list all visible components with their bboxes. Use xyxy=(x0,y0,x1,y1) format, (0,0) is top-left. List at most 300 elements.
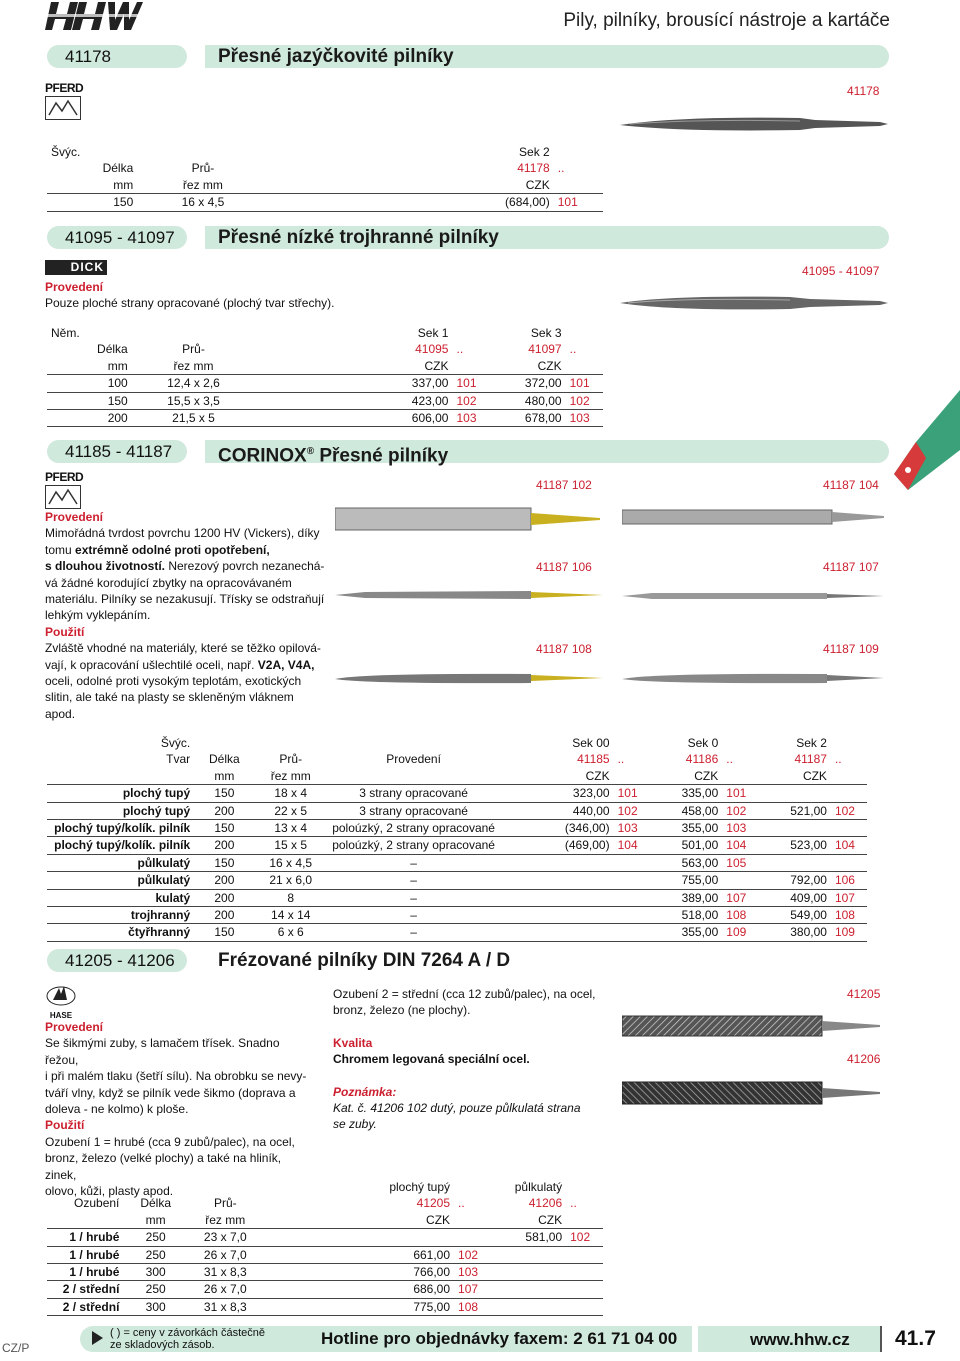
table-row xyxy=(47,907,867,924)
table-cell: 41187 xyxy=(794,752,827,767)
text-line xyxy=(45,558,345,574)
table-cell: 104 xyxy=(614,837,650,854)
table-cell xyxy=(566,1281,603,1298)
section-code-badge: 41205 - 41206 xyxy=(47,949,187,972)
text-line xyxy=(45,542,345,558)
table-cell: 518,00 xyxy=(650,907,723,924)
table-cell: 104 xyxy=(831,837,867,854)
corinox-description xyxy=(45,509,345,722)
section-title-rest: Přesné pilníky xyxy=(319,445,449,467)
table-cell: kulatý xyxy=(47,889,194,906)
table-cell: (684,00) xyxy=(269,194,554,211)
table-cell: CZK xyxy=(255,358,452,375)
product-image-label: 41187 108 xyxy=(536,642,592,656)
table-cell xyxy=(614,872,650,889)
table-cell: 109 xyxy=(831,924,867,941)
table-cell: 102 xyxy=(831,802,867,819)
table-cell: 31 x 8,3 xyxy=(188,1264,263,1281)
table-cell: 1 / hrubé xyxy=(47,1264,123,1281)
table-cell: 581,00 xyxy=(491,1229,566,1246)
website-link[interactable]: www.hhw.cz xyxy=(750,1330,850,1349)
table-cell: 15 x 5 xyxy=(255,837,327,854)
pferd-logo-text: PFERD xyxy=(45,470,84,484)
table-cell: půlkulatý xyxy=(47,854,194,871)
text-bold: s dlouhou životností. xyxy=(45,559,165,574)
table-row xyxy=(47,837,867,854)
table-cell: 102 xyxy=(454,1246,491,1263)
table-cell: 102 xyxy=(722,802,758,819)
corinox-brand: CORINOX xyxy=(218,445,307,467)
table-cell: 103 xyxy=(452,410,489,427)
table-cell xyxy=(509,907,614,924)
table-cell: 686,00 xyxy=(263,1281,454,1298)
registered-mark: ® xyxy=(306,446,315,457)
table-cell: 13 x 4 xyxy=(255,820,327,837)
page-number: 41.7 xyxy=(895,1327,936,1350)
pferd-logo xyxy=(45,470,83,509)
text-span: Nerezový povrch nezanechá- xyxy=(165,559,325,574)
table-cell: 21 x 6,0 xyxy=(255,872,327,889)
table-cell: 103 xyxy=(614,820,650,837)
text-line: apod. xyxy=(45,706,76,721)
table-cell: čtyřhranný xyxy=(47,924,194,941)
table-cell: Prů- xyxy=(279,752,303,767)
footer-side-label: CZ/P xyxy=(2,1341,30,1355)
table-cell: 108 xyxy=(454,1298,491,1315)
table-cell: Sek 3 xyxy=(530,326,562,340)
table-cell: mm xyxy=(47,177,137,194)
table-cell: 106 xyxy=(831,872,867,889)
table-row xyxy=(47,889,867,906)
table-cell: .. xyxy=(569,342,577,357)
table-cell: 606,00 xyxy=(255,410,452,427)
table-cell: 250 xyxy=(123,1229,188,1246)
table-cell: 150 xyxy=(47,194,137,211)
table-cell: 678,00 xyxy=(490,410,566,427)
table-cell: .. xyxy=(726,752,733,767)
table-cell: 102 xyxy=(566,392,603,409)
table-cell: Něm. xyxy=(51,326,80,340)
table-cell xyxy=(509,889,614,906)
table-cell: 200 xyxy=(194,889,254,906)
table-cell: 103 xyxy=(566,410,603,427)
table-cell xyxy=(491,1246,566,1263)
poznamka-label: Poznámka: xyxy=(333,1084,397,1099)
table-cell: 26 x 7,0 xyxy=(188,1246,263,1263)
table-cell: 423,00 xyxy=(255,392,452,409)
table-row xyxy=(47,924,867,941)
pferd-logo-text: PFERD xyxy=(45,81,84,95)
table-cell xyxy=(614,924,650,941)
kvalita-text: Chromem legovaná speciální ocel. xyxy=(333,1052,530,1067)
table-cell: 8 xyxy=(255,889,327,906)
table-cell: .. xyxy=(557,161,565,176)
table-cell: 355,00 xyxy=(650,924,723,941)
text-line: ( ) = ceny v závorkách částečně xyxy=(110,1327,265,1339)
table-cell: CZK xyxy=(509,768,614,785)
table-cell: Sek 2 xyxy=(519,145,550,159)
table-cell: Sek 1 xyxy=(417,326,449,340)
table-cell: 300 xyxy=(123,1298,188,1315)
table-cell: CZK xyxy=(269,177,554,194)
table-cell xyxy=(614,907,650,924)
table-cell: CZK xyxy=(263,1212,454,1229)
text-bold: extrémně odolné proti opotřebení, xyxy=(75,542,270,557)
text-line xyxy=(45,657,345,673)
file-image-41187-107 xyxy=(622,586,892,606)
table-row xyxy=(47,1281,603,1298)
table-cell: 250 xyxy=(123,1281,188,1298)
table-cell: plochý tupý xyxy=(389,1180,451,1194)
table-row xyxy=(47,785,867,802)
table-cell: Sek 0 xyxy=(687,736,719,750)
table-cell: 458,00 xyxy=(650,802,723,819)
table-cell: (469,00) xyxy=(509,837,614,854)
table-cell xyxy=(722,872,758,889)
table-cell: 323,00 xyxy=(509,785,614,802)
table-row xyxy=(47,1264,603,1281)
table-cell xyxy=(566,1264,603,1281)
table-row xyxy=(47,820,867,837)
section-code-badge: 41095 - 41097 xyxy=(47,226,187,249)
table-cell xyxy=(509,924,614,941)
table-cell: 102 xyxy=(566,1229,603,1246)
table-cell: 150 xyxy=(194,820,254,837)
price-table-41095 xyxy=(47,325,603,427)
text-line: bronz, železo (velké plochy) a také na hliník, zinek, xyxy=(45,1151,282,1182)
table-cell: 380,00 xyxy=(758,924,831,941)
table-cell: 41095 xyxy=(415,342,449,357)
section-title: Přesné jazýčkovité pilníky xyxy=(218,46,454,67)
page-header-title: Pily, pilníky, brousící nástroje a kartáče xyxy=(563,10,890,31)
table-cell xyxy=(509,854,614,871)
table-cell: 102 xyxy=(452,392,489,409)
table-row xyxy=(47,1246,603,1263)
table-cell: 792,00 xyxy=(758,872,831,889)
table-cell: 14 x 14 xyxy=(255,907,327,924)
table-cell: Sek 2 xyxy=(796,736,827,750)
table-cell xyxy=(491,1281,566,1298)
divider xyxy=(692,1326,698,1352)
provedeni-label: Provedení xyxy=(45,510,104,524)
table-row xyxy=(47,1298,603,1315)
table-cell: 100 xyxy=(47,375,132,392)
table-cell: Prů- xyxy=(182,342,205,357)
table-cell xyxy=(831,820,867,837)
file-image-41187-108 xyxy=(335,668,605,688)
divider xyxy=(880,1326,882,1352)
text-line: Se šikmými zuby, s lamačem třísek. Snadno řežou, xyxy=(45,1036,280,1067)
table-row xyxy=(47,410,603,427)
table-cell xyxy=(758,854,831,871)
table-cell: 523,00 xyxy=(758,837,831,854)
table-cell: 104 xyxy=(722,837,758,854)
pferd-horse-icon xyxy=(45,485,81,509)
table-cell: 103 xyxy=(454,1264,491,1281)
pouziti-label: Použití xyxy=(45,1118,85,1133)
provedeni-text: Pouze ploché strany opracované (plochý tvar střechy). xyxy=(45,296,335,310)
table-cell: 1 / hrubé xyxy=(47,1229,123,1246)
text-line: Ozubení 1 = hrubé (cca 9 zubů/palec), na ocel, xyxy=(45,1134,295,1149)
product-image-label: 41178 xyxy=(847,84,880,98)
table-cell: mm xyxy=(47,358,132,375)
table-cell xyxy=(614,854,650,871)
table-cell: 200 xyxy=(194,872,254,889)
table-cell xyxy=(491,1298,566,1315)
text-line: bronz, železo (ne plochy). xyxy=(333,1003,471,1018)
table-cell xyxy=(566,1298,603,1315)
table-cell: CZK xyxy=(650,768,723,785)
text-span: tomu xyxy=(45,542,76,557)
text-line: oceli, odolné proti vysokým teplotám, exotických xyxy=(45,674,302,689)
provedeni-label: Provedení xyxy=(45,1020,104,1034)
table-cell: 107 xyxy=(722,889,758,906)
table-cell: plochý tupý/kolík. pilník xyxy=(47,820,194,837)
table-cell: plochý tupý xyxy=(47,785,194,802)
hase-logo-text: HASE xyxy=(49,1011,73,1020)
kvalita-label: Kvalita xyxy=(333,1035,373,1050)
section-title xyxy=(218,440,448,467)
table-cell: 26 x 7,0 xyxy=(188,1281,263,1298)
table-row xyxy=(47,854,867,871)
product-image-label: 41206 xyxy=(847,1052,881,1066)
table-cell xyxy=(758,820,831,837)
table-row xyxy=(47,392,603,409)
table-cell: 300 xyxy=(123,1264,188,1281)
table-cell: 661,00 xyxy=(263,1246,454,1263)
table-cell xyxy=(758,785,831,802)
table-cell: 337,00 xyxy=(255,375,452,392)
text-line: Zvláště vhodné na materiály, které se těžko opilová- xyxy=(45,641,321,656)
brand-logo xyxy=(45,2,143,32)
table-cell: 3 strany opracované xyxy=(327,802,500,819)
table-row xyxy=(47,872,867,889)
table-cell: Ozubení xyxy=(74,1196,120,1211)
section-title: Přesné nízké trojhranné pilníky xyxy=(218,227,499,248)
file-image-41187-102 xyxy=(335,505,605,533)
table-row xyxy=(47,802,867,819)
text-line: se zuby. xyxy=(333,1117,377,1132)
table-cell xyxy=(509,872,614,889)
table-cell: 766,00 xyxy=(263,1264,454,1281)
table-cell: 21,5 x 5 xyxy=(132,410,256,427)
table-cell: 109 xyxy=(722,924,758,941)
table-cell: 18 x 4 xyxy=(255,785,327,802)
table-cell: mm xyxy=(123,1212,188,1229)
table-cell xyxy=(614,889,650,906)
table-cell: 150 xyxy=(194,854,254,871)
table-cell: Sek 00 xyxy=(572,736,610,750)
table-cell: poloúzký, 2 strany opracované xyxy=(327,837,500,854)
table-cell: Délka xyxy=(140,1196,171,1211)
play-arrow-icon xyxy=(92,1331,103,1345)
table-cell: 41097 xyxy=(528,342,562,357)
table-cell: 16 x 4,5 xyxy=(255,854,327,871)
table-cell: 105 xyxy=(722,854,758,871)
table-cell: řez mm xyxy=(255,768,327,785)
table-cell: 200 xyxy=(47,410,132,427)
table-cell: 41206 xyxy=(528,1196,563,1211)
table-cell xyxy=(454,1229,491,1246)
table-cell: .. xyxy=(834,752,842,767)
table-cell: plochý tupý xyxy=(47,802,194,819)
product-image-label: 41095 - 41097 xyxy=(802,264,880,278)
price-table-41185 xyxy=(47,735,867,942)
table-cell: 41178 xyxy=(517,161,550,176)
text-line: ze skladových zásob. xyxy=(110,1339,215,1351)
table-cell: 2 / střední xyxy=(47,1298,123,1315)
pouziti-label: Použití xyxy=(45,624,85,639)
text-bold: V2A, V4A, xyxy=(257,657,315,672)
table-cell: 372,00 xyxy=(490,375,566,392)
table-cell: 41205 xyxy=(416,1196,451,1211)
table-cell: 12,4 x 2,6 xyxy=(132,375,256,392)
table-cell: 501,00 xyxy=(650,837,723,854)
hase-logo xyxy=(45,982,77,1020)
table-cell: .. xyxy=(570,1196,577,1211)
table-cell: 480,00 xyxy=(490,392,566,409)
file-image-41187-109 xyxy=(622,668,892,688)
file-image-41187-106 xyxy=(335,585,605,605)
table-cell: CZK xyxy=(758,768,831,785)
text-line: vá žádné korodující zbytky na opracovávaném xyxy=(45,575,292,590)
table-cell: Délka xyxy=(209,752,240,767)
table-cell: Délka xyxy=(97,342,128,357)
table-cell: 355,00 xyxy=(650,820,723,837)
table-cell: půlkulatý xyxy=(47,872,194,889)
table-cell: – xyxy=(327,854,500,871)
product-image-label: 41187 107 xyxy=(823,560,879,574)
table-cell xyxy=(831,785,867,802)
text-span: vají, k opracování ušlechtilé oceli, např. xyxy=(45,657,258,672)
product-image-label: 41187 104 xyxy=(823,478,879,492)
table-cell: .. xyxy=(456,342,464,357)
table-cell: půlkulatý xyxy=(514,1180,563,1194)
table-cell: 101 xyxy=(614,785,650,802)
table-cell: 31 x 8,3 xyxy=(188,1298,263,1315)
text-line: Mimořádná tvrdost povrchu 1200 HV (Vickers), díky xyxy=(45,526,320,541)
table-cell: (346,00) xyxy=(509,820,614,837)
table-cell: 6 x 6 xyxy=(255,924,327,941)
table-cell: 101 xyxy=(452,375,489,392)
table-cell: .. xyxy=(458,1196,465,1211)
table-cell: 200 xyxy=(194,802,254,819)
table-cell: – xyxy=(327,907,500,924)
table-row xyxy=(47,375,603,392)
table-cell: 15,5 x 3,5 xyxy=(132,392,256,409)
text-line: olovo, kůži, plasty apod. xyxy=(45,1184,174,1199)
table-cell: 440,00 xyxy=(509,802,614,819)
text-line: tváří vlny, když se pilník vede šikmo (doprava a xyxy=(45,1085,296,1100)
table-cell: 150 xyxy=(194,785,254,802)
table-cell: trojhranný xyxy=(47,907,194,924)
text-line: materiálu. Pilníky se nezakusují. Třísky se odstraňují xyxy=(45,592,325,607)
table-cell: 108 xyxy=(722,907,758,924)
dick-logo: DICK xyxy=(45,260,107,275)
table-cell: poloúzký, 2 strany opracované xyxy=(327,820,500,837)
table-cell: 107 xyxy=(831,889,867,906)
table-row xyxy=(47,194,603,211)
file-image-41205 xyxy=(622,1013,884,1039)
pferd-logo xyxy=(45,81,83,120)
file-image-41206 xyxy=(622,1078,884,1108)
table-cell: řez mm xyxy=(137,177,268,194)
table-cell: mm xyxy=(194,768,254,785)
table-cell: 409,00 xyxy=(758,889,831,906)
section-code-badge: 41178 xyxy=(47,45,187,68)
table-cell: Délka xyxy=(102,161,134,176)
table-cell: Provedení xyxy=(386,752,441,767)
table-cell: 150 xyxy=(47,392,132,409)
table-cell xyxy=(263,1229,454,1246)
corinox-badge-icon xyxy=(886,390,960,490)
table-cell: 250 xyxy=(123,1246,188,1263)
table-cell: Švýc. xyxy=(160,736,191,750)
table-cell: 101 xyxy=(554,194,603,211)
provedeni-label: Provedení xyxy=(45,280,104,294)
table-cell: 108 xyxy=(831,907,867,924)
text-line: doleva - ne kolmo) k ploše. xyxy=(45,1102,189,1117)
table-cell: plochý tupý/kolík. pilník xyxy=(47,837,194,854)
table-cell: Prů- xyxy=(213,1196,237,1211)
table-cell: Švýc. xyxy=(51,145,81,159)
table-cell: – xyxy=(327,924,500,941)
text-line: i při malém tlaku (šetří sílu). Na obrobku se nevy- xyxy=(45,1069,307,1084)
table-cell: 41186 xyxy=(685,752,719,767)
table-cell: 16 x 4,5 xyxy=(137,194,268,211)
table-cell: 521,00 xyxy=(758,802,831,819)
table-cell: 41185 xyxy=(577,752,610,767)
table-cell: řez mm xyxy=(188,1212,263,1229)
table-cell: 101 xyxy=(566,375,603,392)
table-cell: 389,00 xyxy=(650,889,723,906)
hase-middle-text xyxy=(333,986,613,1133)
price-table-41178 xyxy=(47,144,603,212)
text-line: lehkým vyklepáním. xyxy=(45,608,151,623)
table-cell: 22 x 5 xyxy=(255,802,327,819)
table-cell: Prů- xyxy=(191,161,215,176)
table-cell: 150 xyxy=(194,924,254,941)
file-image-41178 xyxy=(620,112,890,134)
table-cell: 101 xyxy=(722,785,758,802)
table-row xyxy=(47,1229,603,1246)
text-line: Kat. č. 41206 102 dutý, pouze půlkulatá strana xyxy=(333,1101,581,1116)
footer-note xyxy=(110,1327,265,1351)
table-cell: .. xyxy=(617,752,625,767)
product-image-label: 41187 106 xyxy=(536,560,592,574)
table-cell: 2 / střední xyxy=(47,1281,123,1298)
table-cell: 200 xyxy=(194,837,254,854)
table-cell: 102 xyxy=(614,802,650,819)
table-cell: 1 / hrubé xyxy=(47,1246,123,1263)
table-cell: 107 xyxy=(454,1281,491,1298)
table-cell xyxy=(491,1264,566,1281)
hotline-text: Hotline pro objednávky faxem: 2 61 71 04 00 xyxy=(321,1329,678,1348)
table-cell: řez mm xyxy=(132,358,256,375)
hase-left-text xyxy=(45,1019,315,1199)
section-code-badge: 41185 - 41187 xyxy=(47,440,187,463)
table-cell: 335,00 xyxy=(650,785,723,802)
price-table-41205 xyxy=(47,1179,603,1316)
table-cell: Tvar xyxy=(166,752,191,767)
table-cell: 563,00 xyxy=(650,854,723,871)
table-cell: 103 xyxy=(722,820,758,837)
file-image-41095 xyxy=(620,290,890,314)
text-line: slitin, ale také na plasty se skleněným vláknem xyxy=(45,690,294,705)
table-cell: CZK xyxy=(491,1212,566,1229)
table-cell: 3 strany opracované xyxy=(327,785,500,802)
pferd-horse-icon xyxy=(45,96,81,120)
